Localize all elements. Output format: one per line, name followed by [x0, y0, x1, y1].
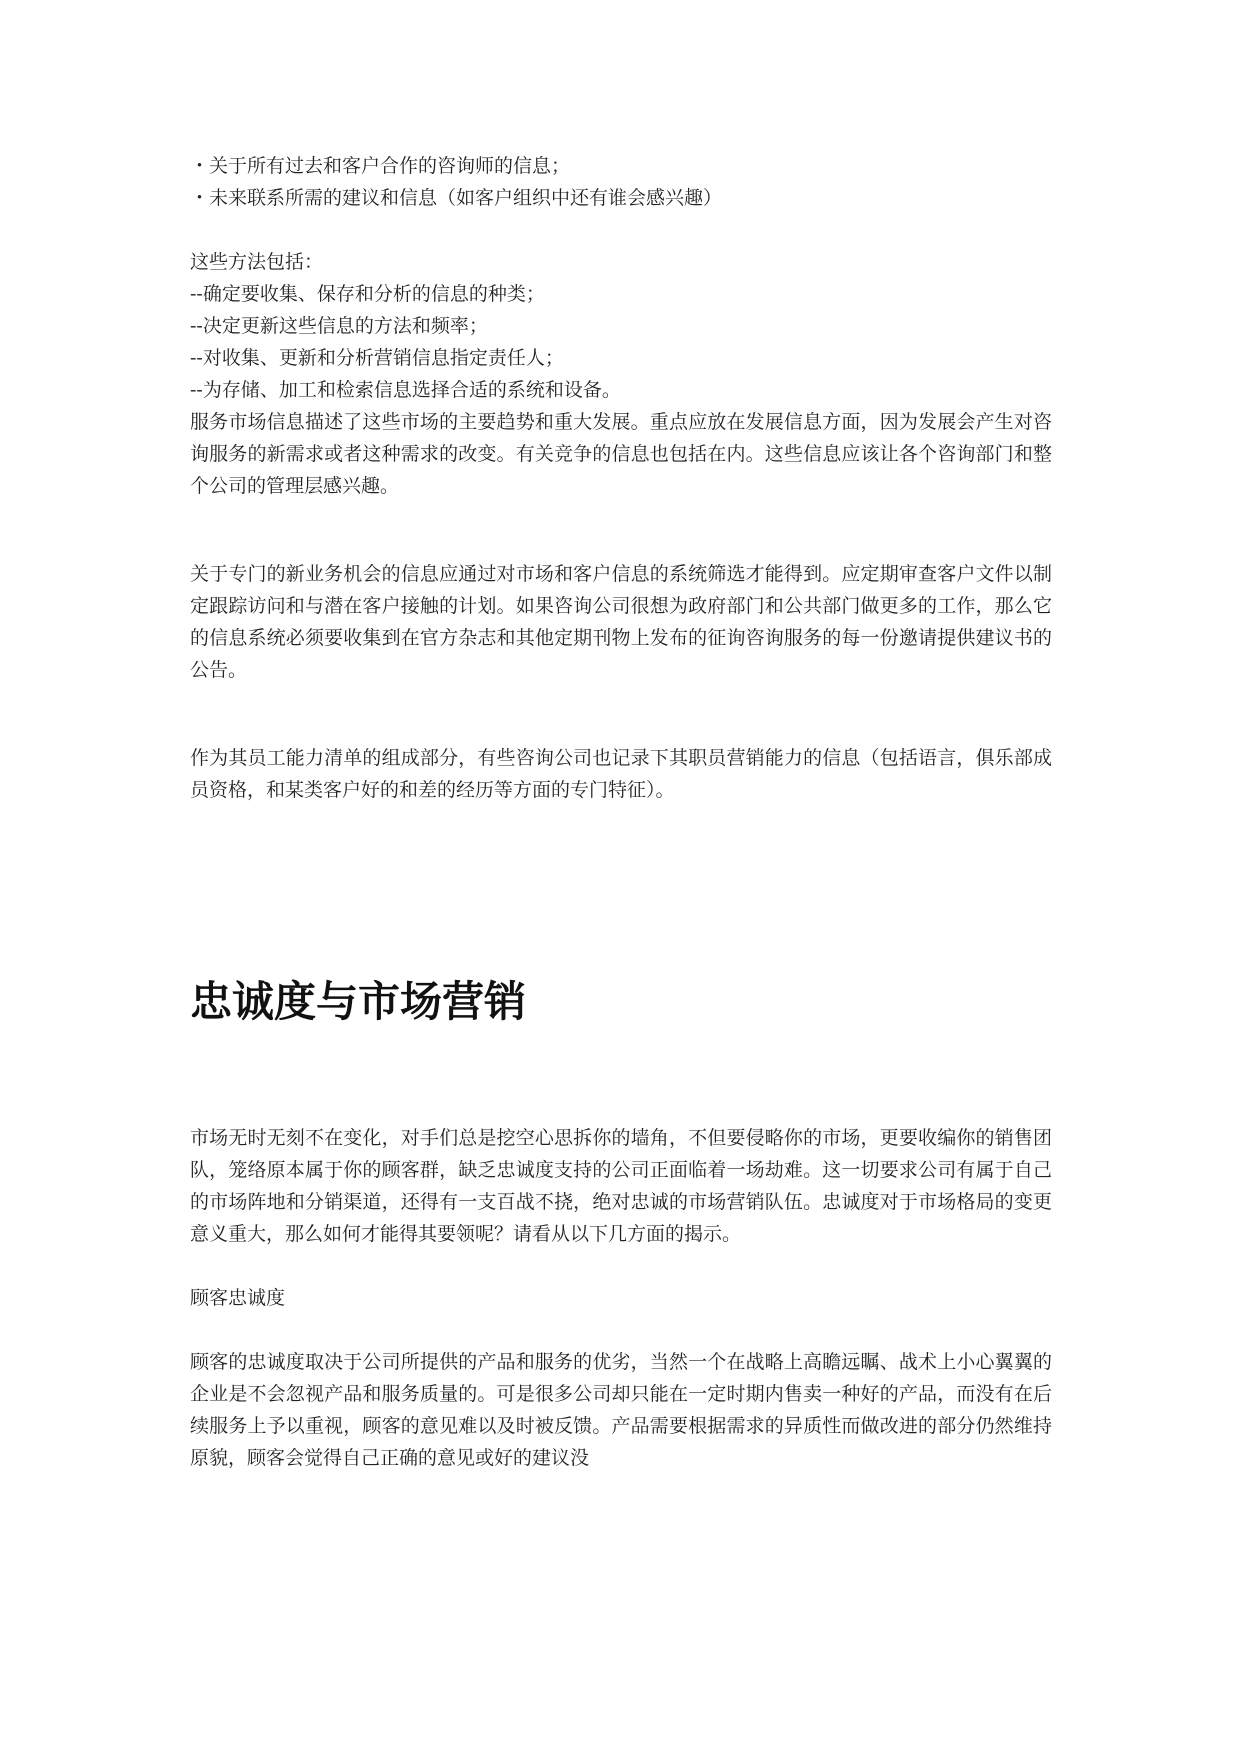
page-content — [190, 150, 1052, 1474]
subheading: 顾客忠诚度 — [190, 1287, 286, 1309]
spacer — [190, 1314, 1052, 1346]
spacer — [190, 806, 1052, 974]
spacer — [190, 686, 1052, 742]
spacer — [190, 1030, 1052, 1090]
bullet-item: ・未来联系所需的建议和信息（如客户组织中还有谁会感兴趣） — [190, 187, 723, 209]
methods-intro: 这些方法包括： — [190, 251, 324, 273]
method-item: --对收集、更新和分析营销信息指定责任人； — [190, 347, 564, 369]
spacer — [190, 502, 1052, 558]
method-item: --决定更新这些信息的方法和频率； — [190, 315, 488, 337]
paragraph-new-business: 关于专门的新业务机会的信息应通过对市场和客户信息的系统筛选才能得到。应定期审查客户文件以制定跟踪访问和与潜在客户接触的计划。如果咨询公司很想为政府部门和公共部门做更多的工作，那么它的信息系统必须要收集到在官方杂志和其他定期刊物上发布的征询咨询服务的每一份邀请提供建议书的公告。 — [190, 563, 1052, 681]
paragraph-staff-skills: 作为其员工能力清单的组成部分，有些咨询公司也记录下其职员营销能力的信息（包括语言，俱乐部成员资格，和某类客户好的和差的经历等方面的专门特征）。 — [190, 747, 1052, 801]
spacer — [190, 1090, 1052, 1122]
method-item: --确定要收集、保存和分析的信息的种类； — [190, 283, 545, 305]
spacer — [190, 1250, 1052, 1282]
section-intro: 市场无时无刻不在变化，对手们总是挖空心思拆你的墙角，不但要侵略你的市场，更要收编你的销售团队，笼络原本属于你的顾客群，缺乏忠诚度支持的公司正面临着一场劫难。这一切要求公司有属于自己的市场阵地和分销渠道，还得有一支百战不挠，绝对忠诚的市场营销队伍。忠诚度对于市场格局的变更意义重大，那么如何才能得其要领呢？请看从以下几方面的揭示。 — [190, 1127, 1052, 1245]
section-title: 忠诚度与市场营销 — [190, 977, 527, 1026]
method-item: --为存储、加工和检索信息选择合适的系统和设备。 — [190, 379, 621, 401]
section-body: 顾客的忠诚度取决于公司所提供的产品和服务的优劣，当然一个在战略上高瞻远瞩、战术上小心翼翼的企业是不会忽视产品和服务质量的。可是很多公司却只能在一定时期内售卖一种好的产品，而没有在后续服务上予以重视，顾客的意见难以及时被反馈。产品需要根据需求的异质性而做改进的部分仍然维持原貌，顾客会觉得自己正确的意见或好的建议没 — [190, 1351, 1052, 1469]
paragraph-market-info: 服务市场信息描述了这些市场的主要趋势和重大发展。重点应放在发展信息方面，因为发展会产生对咨询服务的新需求或者这种需求的改变。有关竞争的信息也包括在内。这些信息应该让各个咨询部门和整个公司的管理层感兴趣。 — [190, 411, 1052, 497]
spacer — [190, 214, 1052, 246]
bullet-item: ・关于所有过去和客户合作的咨询师的信息； — [190, 155, 571, 177]
